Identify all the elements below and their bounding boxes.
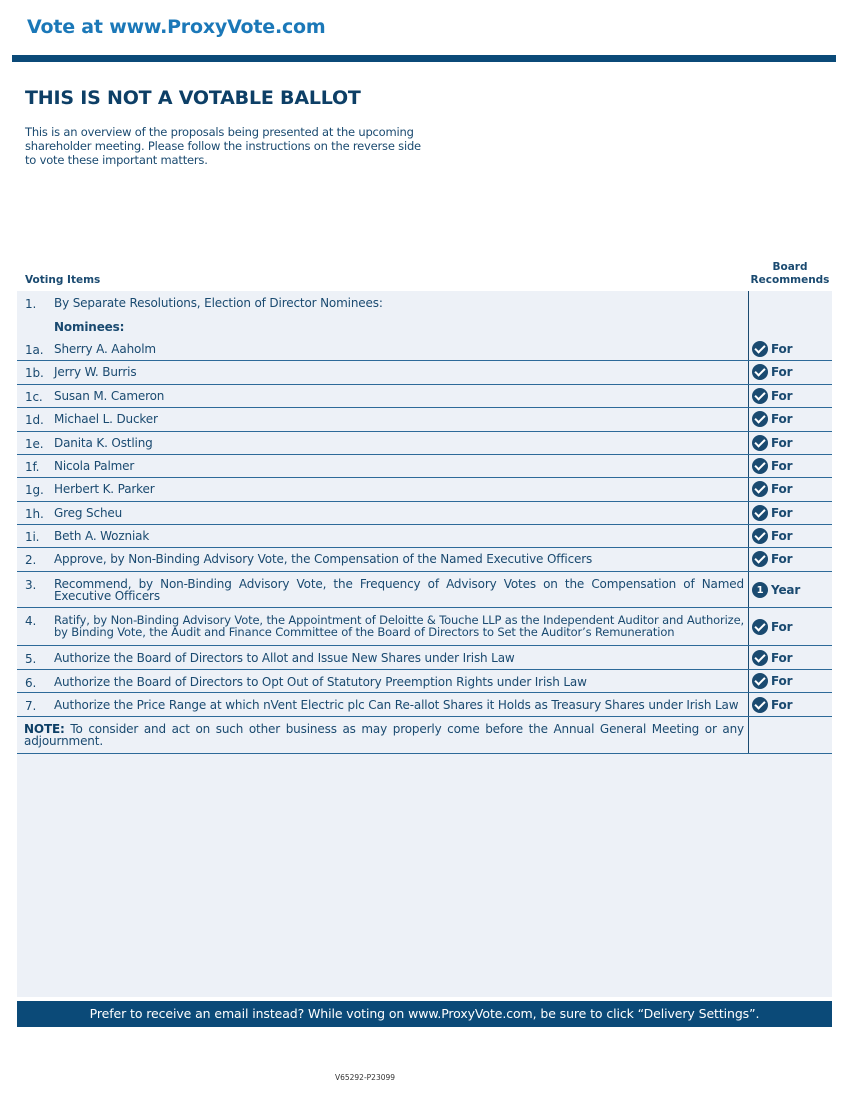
recommendation-label: For (771, 698, 793, 712)
note-row (17, 717, 832, 754)
proposal-1-row (17, 291, 832, 315)
board-header-line: Board (772, 261, 808, 273)
nominee-number: 1f. (25, 460, 40, 474)
proposal-text: Ratify, by Non-Binding Advisory Vote, the Appointment of Deloitte & Touche LLP as the Independent Auditor and Authorize, by Binding Vote, the Audit and Finance Committee of the Board of Directors to Set the Auditor’s Remuneration (54, 613, 744, 639)
proposal-row (17, 608, 832, 646)
board-recommendation (752, 458, 792, 474)
check-circle-icon (752, 650, 768, 666)
note-body: To consider and act on such other business as may properly come before the Annual General Meeting or any adjournment. (24, 722, 745, 748)
recommendation-label: For (771, 529, 793, 543)
board-recommendation (752, 528, 792, 544)
nominee-row (17, 361, 832, 385)
board-recommendation (752, 673, 792, 689)
proposal-row (17, 670, 832, 693)
board-recommendation (752, 364, 792, 380)
board-recommendation (752, 505, 792, 521)
board-recommendation (752, 650, 792, 666)
nominee-row (17, 455, 832, 478)
nominee-name: Jerry W. Burris (54, 365, 137, 379)
recommendation-label: For (771, 342, 793, 356)
check-circle-icon (752, 619, 768, 635)
check-circle-icon (752, 505, 768, 521)
nominee-name: Beth A. Wozniak (54, 529, 150, 543)
board-recommendation (752, 388, 792, 404)
check-circle-icon (752, 364, 768, 380)
board-recommendation (752, 341, 792, 357)
nominee-number: 1i. (25, 530, 40, 544)
proposal-number: 1. (25, 297, 37, 311)
page-title: THIS IS NOT A VOTABLE BALLOT (25, 87, 361, 109)
header-divider (12, 55, 836, 62)
board-recommendation (752, 481, 792, 497)
proposal-row (17, 548, 832, 572)
proposal-row (17, 693, 832, 717)
nominee-row (17, 432, 832, 455)
check-circle-icon (752, 411, 768, 427)
recommends-header-line: Recommends (750, 274, 830, 286)
board-recommendation (752, 619, 792, 635)
nominee-name: Herbert K. Parker (54, 482, 155, 496)
recommendation-label: For (771, 365, 793, 379)
board-recommendation (752, 551, 792, 567)
check-circle-icon (752, 481, 768, 497)
nominee-name: Greg Scheu (54, 506, 123, 520)
nominee-row (17, 385, 832, 408)
nominee-number: 1e. (25, 437, 44, 451)
nominee-number: 1b. (25, 366, 44, 380)
proposal-number: 6. (25, 676, 37, 690)
board-recommendation (752, 697, 792, 713)
check-circle-icon (752, 673, 768, 689)
board-recommends-header (749, 261, 831, 287)
proxyvote-link[interactable]: Vote at www.ProxyVote.com (27, 16, 326, 38)
board-recommendation (752, 582, 800, 598)
recommendation-label: For (771, 436, 793, 450)
proposal-text: Recommend, by Non-Binding Advisory Vote, the Frequency of Advisory Votes on the Compensation of Named Executive Officers (54, 577, 744, 603)
nominee-number: 1a. (25, 343, 44, 357)
proposal-text: Authorize the Board of Directors to Opt Out of Statutory Preemption Rights under Irish Law (54, 675, 587, 689)
voting-items-header: Voting Items (25, 274, 101, 286)
proposal-number: 7. (25, 699, 37, 713)
recommendation-label: For (771, 674, 793, 688)
board-recommendation (752, 435, 792, 451)
nominee-name: Susan M. Cameron (54, 389, 165, 403)
proposal-row (17, 572, 832, 608)
check-circle-icon (752, 458, 768, 474)
check-circle-icon (752, 697, 768, 713)
nominee-number: 1h. (25, 507, 44, 521)
recommendation-label: For (771, 651, 793, 665)
check-circle-icon (752, 341, 768, 357)
recommendation-label: For (771, 552, 793, 566)
nominee-row (17, 502, 832, 525)
nominee-row (17, 478, 832, 502)
note-label: NOTE: (24, 722, 65, 736)
proposal-text: Approve, by Non-Binding Advisory Vote, the Compensation of the Named Executive Officers (54, 552, 593, 566)
nominee-row (17, 338, 832, 361)
nominee-name: Sherry A. Aaholm (54, 342, 156, 356)
proposal-number: 4. (25, 614, 37, 628)
recommendation-label: For (771, 620, 793, 634)
proposal-number: 2. (25, 553, 37, 567)
nominee-number: 1c. (25, 390, 43, 404)
intro-text: This is an overview of the proposals being presented at the upcoming shareholder meeting. Please follow the instructions on the reverse side to vote these important matters. (25, 125, 421, 167)
proposal-text: Authorize the Price Range at which nVent Electric plc Can Re-allot Shares it Holds as Treasury Shares under Irish Law (54, 698, 739, 712)
nominees-label-row (17, 315, 832, 338)
recommendation-label: For (771, 389, 793, 403)
one-circle-icon: 1 (752, 582, 768, 598)
note-text (24, 723, 744, 747)
voting-items-table (17, 291, 832, 997)
nominee-name: Michael L. Ducker (54, 412, 158, 426)
proposal-number: 3. (25, 578, 37, 592)
nominees-label: Nominees: (54, 320, 125, 334)
proposal-row (17, 646, 832, 670)
recommendation-label: For (771, 506, 793, 520)
check-circle-icon (752, 551, 768, 567)
proposal-text: Authorize the Board of Directors to Allot and Issue New Shares under Irish Law (54, 651, 515, 665)
recommendation-label: Year (771, 583, 801, 597)
check-circle-icon (752, 528, 768, 544)
check-circle-icon (752, 435, 768, 451)
board-recommendation (752, 411, 792, 427)
recommendation-label: For (771, 459, 793, 473)
recommendation-label: For (771, 412, 793, 426)
delivery-settings-banner: Prefer to receive an email instead? While voting on www.ProxyVote.com, be sure to click “Delivery Settings”. (17, 1001, 832, 1027)
proposal-text: By Separate Resolutions, Election of Director Nominees: (54, 296, 383, 310)
recommendation-label: For (771, 482, 793, 496)
nominee-number: 1d. (25, 413, 44, 427)
nominee-name: Nicola Palmer (54, 459, 135, 473)
check-circle-icon (752, 388, 768, 404)
nominee-name: Danita K. Ostling (54, 436, 153, 450)
nominee-row (17, 525, 832, 548)
document-code: V65292-P23099 (334, 1073, 396, 1082)
nominee-row (17, 408, 832, 432)
proposal-number: 5. (25, 652, 37, 666)
nominee-number: 1g. (25, 483, 44, 497)
